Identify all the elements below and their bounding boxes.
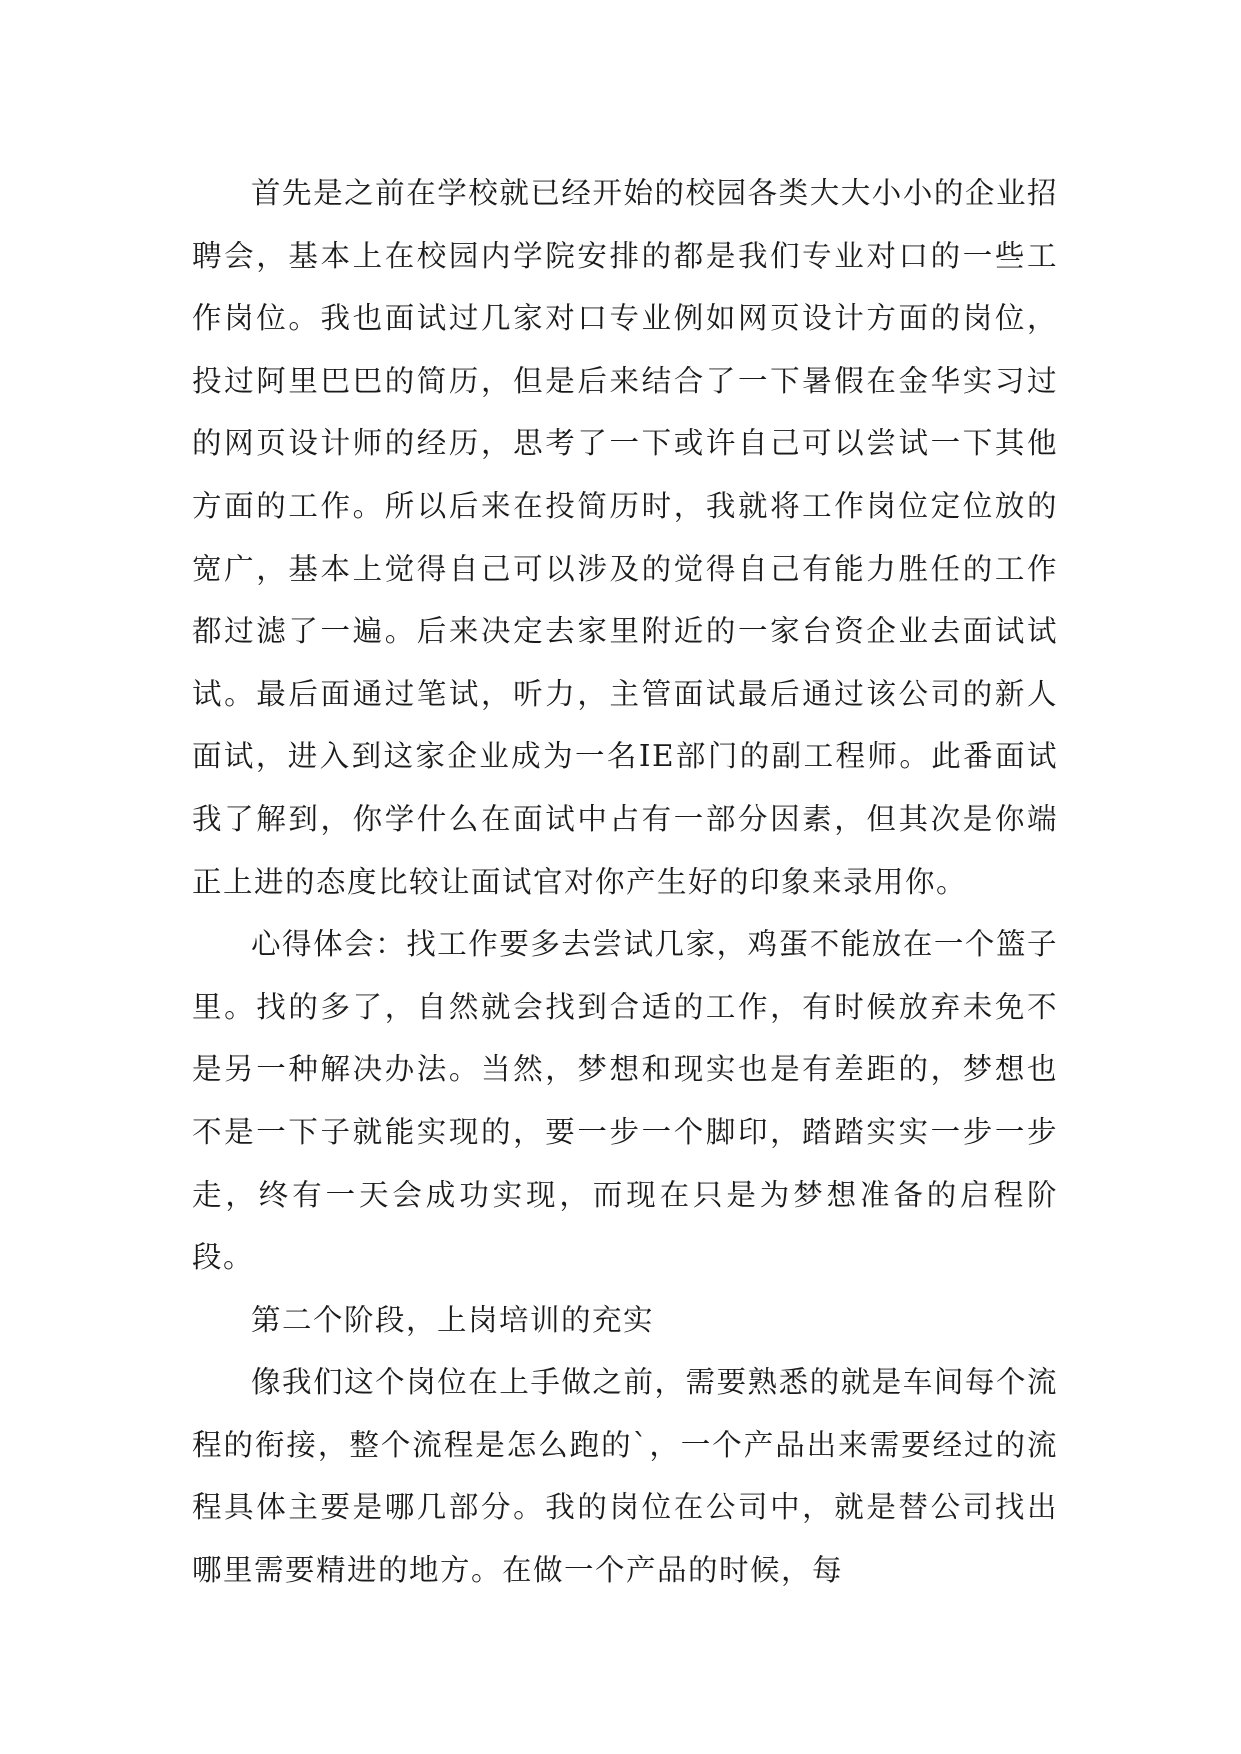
paragraph-reflection: 心得体会：找工作要多去尝试几家，鸡蛋不能放在一个篮子里。找的多了，自然就会找到合适的工作，有时候放弃未免不是另一种解决办法。当然，梦想和现实也是有差距的，梦想也不是一下子就能实现的，要一步一个脚印，踏踏实实一步一步走，终有一天会成功实现，而现在只是为梦想准备的启程阶段。 <box>192 927 1058 1275</box>
paragraph-job-fair: 首先是之前在学校就已经开始的校园各类大大小小的企业招聘会，基本上在校园内学院安排的都是我们专业对口的一些工作岗位。我也面试过几家对口专业例如网页设计方面的岗位，投过阿里巴巴的简历，但是后来结合了一下暑假在金华实习过的网页设计师的经历，思考了一下或许自己可以尝试一下其他方面的工作。所以后来在投简历时，我就将工作岗位定位放的宽广，基本上觉得自己可以涉及的觉得自己有能力胜任的工作都过滤了一遍。后来决定去家里附近的一家台资企业去面试试试。最后面通过笔试，听力，主管面试最后通过该公司的新人面试，进入到这家企业成为一名IE部门的副工程师。此番面试我了解到，你学什么在面试中占有一部分因素，但其次是你端正上进的态度比较让面试官对你产生好的印象来录用你。 <box>192 176 1058 899</box>
paragraph-training: 像我们这个岗位在上手做之前，需要熟悉的就是车间每个流程的衔接，整个流程是怎么跑的`，一个产品出来需要经过的流程具体主要是哪几部分。我的岗位在公司中，就是替公司找出哪里需要精进的地方。在做一个产品的时候，每 <box>192 1365 1058 1588</box>
section-heading-second-stage: 第二个阶段，上岗培训的充实 <box>251 1302 655 1337</box>
document-body <box>192 162 1058 1602</box>
